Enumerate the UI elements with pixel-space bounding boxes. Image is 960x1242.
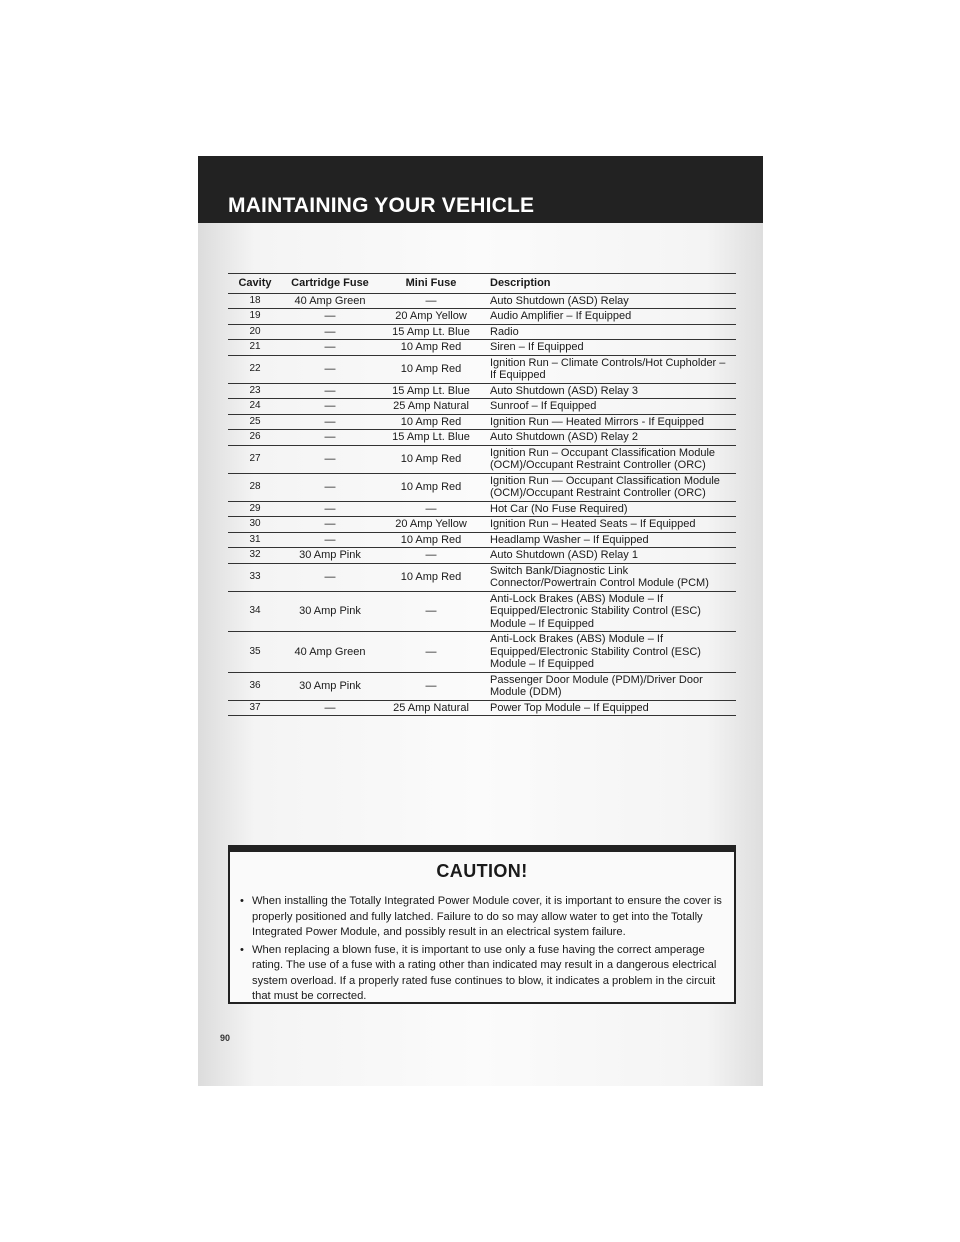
column-header-cavity: Cavity xyxy=(228,274,282,294)
cell-cartridge-fuse: — xyxy=(282,340,378,356)
table-row xyxy=(228,501,736,517)
table-row xyxy=(228,700,736,716)
cell-cartridge-fuse: 40 Amp Green xyxy=(282,293,378,309)
table-row xyxy=(228,672,736,700)
table-row xyxy=(228,548,736,564)
cell-description: Siren – If Equipped xyxy=(484,340,736,356)
cell-description: Anti-Lock Brakes (ABS) Module – If Equipped/Electronic Stability Control (ESC) Module – If Equipped xyxy=(484,632,736,673)
cell-description: Switch Bank/Diagnostic Link Connector/Powertrain Control Module (PCM) xyxy=(484,563,736,591)
cell-mini-fuse: — xyxy=(378,672,484,700)
cell-cavity: 19 xyxy=(228,309,282,325)
cell-description: Passenger Door Module (PDM)/Driver Door Module (DDM) xyxy=(484,672,736,700)
manual-page xyxy=(198,156,763,1086)
cell-cavity: 25 xyxy=(228,414,282,430)
cell-cavity: 26 xyxy=(228,430,282,446)
cell-mini-fuse: 25 Amp Natural xyxy=(378,700,484,716)
cell-mini-fuse: — xyxy=(378,591,484,632)
cell-description: Hot Car (No Fuse Required) xyxy=(484,501,736,517)
cell-cavity: 33 xyxy=(228,563,282,591)
cell-cartridge-fuse: — xyxy=(282,430,378,446)
cell-cartridge-fuse: — xyxy=(282,414,378,430)
cell-cavity: 37 xyxy=(228,700,282,716)
cell-mini-fuse: — xyxy=(378,293,484,309)
cell-cartridge-fuse: — xyxy=(282,383,378,399)
cell-mini-fuse: — xyxy=(378,501,484,517)
column-header-description: Description xyxy=(484,274,736,294)
table-row xyxy=(228,632,736,673)
cell-mini-fuse: — xyxy=(378,548,484,564)
cell-mini-fuse: 20 Amp Yellow xyxy=(378,517,484,533)
cell-description: Auto Shutdown (ASD) Relay 1 xyxy=(484,548,736,564)
cell-description: Radio xyxy=(484,324,736,340)
cell-cavity: 20 xyxy=(228,324,282,340)
cell-mini-fuse: 10 Amp Red xyxy=(378,355,484,383)
cell-mini-fuse: — xyxy=(378,632,484,673)
cell-cartridge-fuse: — xyxy=(282,355,378,383)
cell-cartridge-fuse: — xyxy=(282,309,378,325)
cell-description: Anti-Lock Brakes (ABS) Module – If Equipped/Electronic Stability Control (ESC) Module – If Equipped xyxy=(484,591,736,632)
cell-mini-fuse: 10 Amp Red xyxy=(378,532,484,548)
cell-mini-fuse: 10 Amp Red xyxy=(378,563,484,591)
cell-cartridge-fuse: 30 Amp Pink xyxy=(282,591,378,632)
cell-cavity: 32 xyxy=(228,548,282,564)
cell-cavity: 18 xyxy=(228,293,282,309)
caution-list xyxy=(230,894,734,1005)
cell-mini-fuse: 15 Amp Lt. Blue xyxy=(378,430,484,446)
cell-cartridge-fuse: — xyxy=(282,700,378,716)
table-row xyxy=(228,563,736,591)
table-row xyxy=(228,445,736,473)
section-header-bar xyxy=(198,156,763,223)
table-row xyxy=(228,430,736,446)
cell-mini-fuse: 10 Amp Red xyxy=(378,414,484,430)
cell-cartridge-fuse: — xyxy=(282,532,378,548)
cell-cartridge-fuse: — xyxy=(282,399,378,415)
cell-description: Ignition Run — Heated Mirrors - If Equipped xyxy=(484,414,736,430)
table-row xyxy=(228,293,736,309)
cell-cavity: 34 xyxy=(228,591,282,632)
cell-cartridge-fuse: — xyxy=(282,517,378,533)
cell-mini-fuse: 20 Amp Yellow xyxy=(378,309,484,325)
cell-mini-fuse: 15 Amp Lt. Blue xyxy=(378,324,484,340)
cell-cartridge-fuse: — xyxy=(282,501,378,517)
cell-cartridge-fuse: — xyxy=(282,445,378,473)
cell-cavity: 22 xyxy=(228,355,282,383)
page-number: 90 xyxy=(220,1033,231,1043)
cell-cartridge-fuse: 30 Amp Pink xyxy=(282,548,378,564)
table-header-row xyxy=(228,274,736,294)
cell-cartridge-fuse: — xyxy=(282,473,378,501)
cell-cavity: 35 xyxy=(228,632,282,673)
cell-description: Audio Amplifier – If Equipped xyxy=(484,309,736,325)
table-row xyxy=(228,324,736,340)
cell-cavity: 30 xyxy=(228,517,282,533)
bullet-icon: • xyxy=(240,895,244,907)
caution-box xyxy=(228,845,736,1004)
table-row xyxy=(228,355,736,383)
caution-item-text: When installing the Totally Integrated Power Module cover, it is important to ensure the cover is properly positioned and fully latched. Failure to do so may allow water to get into the Totally Integrated Power Module, and possibly result in an electrical system failure. xyxy=(252,895,722,938)
cell-cavity: 27 xyxy=(228,445,282,473)
column-header-mini-fuse: Mini Fuse xyxy=(378,274,484,294)
table-row xyxy=(228,591,736,632)
cell-mini-fuse: 25 Amp Natural xyxy=(378,399,484,415)
cell-description: Sunroof – If Equipped xyxy=(484,399,736,415)
table-row xyxy=(228,340,736,356)
table-row xyxy=(228,517,736,533)
cell-mini-fuse: 10 Amp Red xyxy=(378,473,484,501)
fuse-table-body xyxy=(228,293,736,716)
cell-cavity: 21 xyxy=(228,340,282,356)
cell-cavity: 29 xyxy=(228,501,282,517)
cell-description: Auto Shutdown (ASD) Relay xyxy=(484,293,736,309)
table-row xyxy=(228,414,736,430)
table-row xyxy=(228,309,736,325)
cell-cavity: 36 xyxy=(228,672,282,700)
table-row xyxy=(228,473,736,501)
cell-mini-fuse: 10 Amp Red xyxy=(378,340,484,356)
cell-description: Ignition Run — Occupant Classification Module (OCM)/Occupant Restraint Controller (ORC) xyxy=(484,473,736,501)
cell-cavity: 24 xyxy=(228,399,282,415)
table-row xyxy=(228,532,736,548)
column-header-cartridge-fuse: Cartridge Fuse xyxy=(282,274,378,294)
cell-description: Ignition Run – Occupant Classification Module (OCM)/Occupant Restraint Controller (ORC) xyxy=(484,445,736,473)
cell-cavity: 28 xyxy=(228,473,282,501)
cell-description: Auto Shutdown (ASD) Relay 2 xyxy=(484,430,736,446)
cell-cartridge-fuse: — xyxy=(282,324,378,340)
caution-item-text: When replacing a blown fuse, it is important to use only a fuse having the correct amperage rating. The use of a fuse with a rating other than indicated may result in a dangerous electrical system overload. If a properly rated fuse continues to blow, it indicates a problem in the circuit that must be corrected. xyxy=(252,943,717,1002)
table-row xyxy=(228,383,736,399)
cell-cartridge-fuse: 30 Amp Pink xyxy=(282,672,378,700)
cell-mini-fuse: 10 Amp Red xyxy=(378,445,484,473)
cell-mini-fuse: 15 Amp Lt. Blue xyxy=(378,383,484,399)
caution-title: CAUTION! xyxy=(436,861,528,881)
cell-description: Ignition Run – Heated Seats – If Equipped xyxy=(484,517,736,533)
cell-cavity: 23 xyxy=(228,383,282,399)
cell-description: Power Top Module – If Equipped xyxy=(484,700,736,716)
cell-description: Headlamp Washer – If Equipped xyxy=(484,532,736,548)
bullet-icon: • xyxy=(240,943,244,956)
section-title: MAINTAINING YOUR VEHICLE xyxy=(228,194,535,217)
cell-description: Ignition Run – Climate Controls/Hot Cupholder – If Equipped xyxy=(484,355,736,383)
table-row xyxy=(228,399,736,415)
cell-cartridge-fuse: 40 Amp Green xyxy=(282,632,378,673)
cell-cartridge-fuse: — xyxy=(282,563,378,591)
cell-description: Auto Shutdown (ASD) Relay 3 xyxy=(484,383,736,399)
cell-cavity: 31 xyxy=(228,532,282,548)
caution-item xyxy=(240,943,725,1005)
caution-top-bar xyxy=(230,847,734,852)
fuse-table xyxy=(228,273,736,716)
caution-item xyxy=(240,894,725,941)
